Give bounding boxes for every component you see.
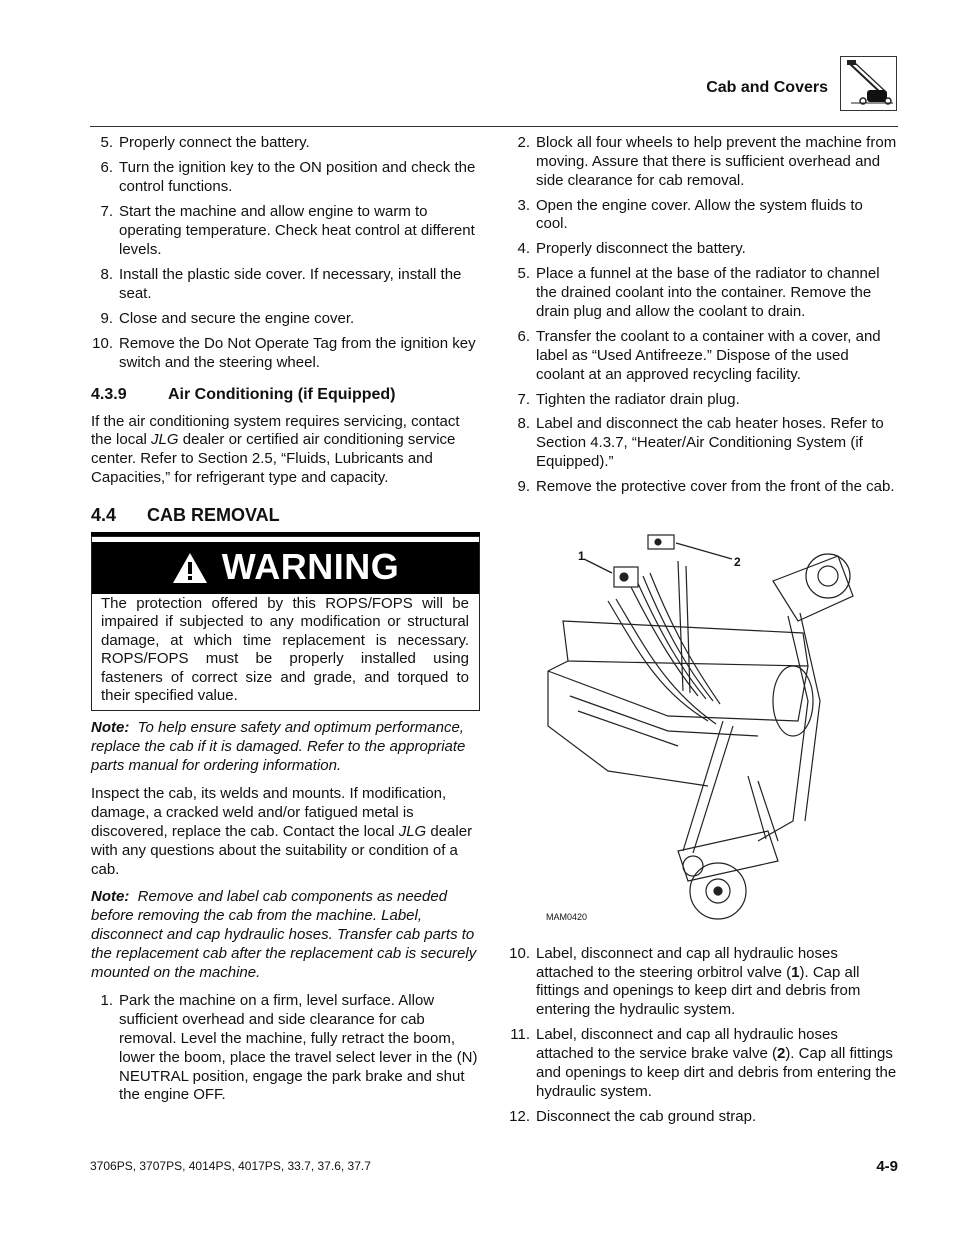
list-item: 6. Transfer the coolant to a container with a cover, and label as “Used Antifreeze.” Dispose of the used coolant at an approved recycling facility. — [517, 327, 881, 383]
warning-box — [91, 536, 480, 712]
warning-banner — [92, 542, 479, 594]
list-item: 11. Label, disconnect and cap all hydraulic hoses attached to the service brake valve (2). Cap all fittings and openings to keep dirt and debris from entering the hydraulic system. — [510, 1026, 897, 1100]
removal-steps-list — [91, 992, 480, 1105]
list-item: 12. Disconnect the cab ground strap. — [509, 1107, 757, 1125]
list-item: 6. Turn the ignition key to the ON position and check the control functions. — [100, 159, 476, 195]
steps-list-continued — [91, 134, 480, 373]
boom-machine-icon — [840, 56, 897, 111]
note-paragraph: Note: Remove and label cab components as needed before removing the cab from the machine. Label, disconnect and cap hydraulic hoses. Transfer cab parts to the replacement cab after the replacement cab is securely mounted on the machine. — [91, 888, 477, 981]
warning-label: WARNING — [221, 546, 400, 588]
list-item: 10. Label, disconnect and cap all hydraulic hoses attached to the steering orbitrol valve (1). Cap all fittings and openings to keep dirt and debris from entering the hydraulic system. — [509, 944, 861, 1019]
list-item: 2. Block all four wheels to help prevent the machine from moving. Assure that there is sufficient overhead and side clearance for cab removal. — [517, 134, 897, 189]
list-item: 10. Remove the Do Not Operate Tag from the ignition key switch and the steering wheel. — [92, 335, 476, 371]
removal-steps-list — [508, 945, 898, 1127]
callout-1: 1 — [578, 548, 585, 563]
footer-models: 3706PS, 3707PS, 4014PS, 4017PS, 33.7, 37.6, 37.7 — [90, 1159, 371, 1173]
cab-frame-illustration — [508, 521, 888, 931]
inspect-paragraph: Inspect the cab, its welds and mounts. If modification, damage, a cracked weld and/or fatigued metal is discovered, replace the cab. Contact the local JLG dealer with any questions about the suitability or condition of a cab. — [91, 785, 473, 878]
page-number: 4-9 — [876, 1158, 898, 1175]
ac-paragraph: If the air conditioning system requires servicing, contact the local JLG dealer or certified air conditioning service center. Refer to Section 2.5, “Fluids, Lubricants and Capacities,” for refrigerant type and capacity. — [91, 412, 460, 486]
running-header-title: Cab and Covers — [706, 79, 828, 96]
warning-text: The protection offered by this ROPS/FOPS will be impaired if subjected to any modification or structural damage, at which time replacement is necessary. ROPS/FOPS must be properly installed using fasteners of correct size and grade, and torqued to their specified value. — [101, 594, 469, 705]
list-item: 8. Label and disconnect the cab heater hoses. Refer to Section 4.3.7, “Heater/Air Conditioning System (if Equipped).” — [517, 415, 884, 471]
list-item: 4. Properly disconnect the battery. — [517, 240, 746, 258]
callout-2: 2 — [734, 554, 741, 569]
note-paragraph: Note: To help ensure safety and optimum performance, replace the cab if it is damaged. Refer to the appropriate parts manual for ordering information. — [91, 719, 466, 774]
list-item: 8. Install the plastic side cover. If necessary, install the seat. — [100, 265, 462, 302]
figure-caption: MAM0420 — [546, 912, 588, 923]
list-item: 7. Tighten the radiator drain plug. — [517, 390, 740, 408]
list-item: 3. Open the engine cover. Allow the system fluids to cool. — [517, 196, 863, 233]
ac-subsection-heading: 4.3.9 Air Conditioning (if Equipped) — [91, 385, 396, 403]
list-item: 9. Close and secure the engine cover. — [100, 309, 355, 327]
hydraulic-hoses-figure — [508, 521, 888, 931]
list-item: 1. Park the machine on a firm, level surface. Allow sufficient overhead and side clearance for cab removal. Level the machine, fully retract the boom, lower the boom, place the travel select lever in the (N) NEUTRAL position, engage the park brake and shut the engine OFF. — [100, 992, 478, 1104]
list-item: 5. Place a funnel at the base of the radiator to channel the drained coolant into the container. Remove the drain plug and allow the coolant to drain. — [517, 265, 880, 320]
warning-triangle-icon — [172, 552, 208, 584]
list-item: 9. Remove the protective cover from the front of the cab. — [517, 478, 895, 496]
header-rule — [90, 126, 898, 127]
left-column — [91, 134, 480, 1112]
removal-steps-list — [508, 134, 898, 497]
right-column — [508, 134, 898, 1133]
list-item: 7. Start the machine and allow engine to warm to operating temperature. Check heat control at different levels. — [100, 203, 475, 258]
list-item: 5. Properly connect the battery. — [100, 134, 310, 151]
cab-removal-heading: 4.4 CAB REMOVAL — [91, 504, 280, 525]
